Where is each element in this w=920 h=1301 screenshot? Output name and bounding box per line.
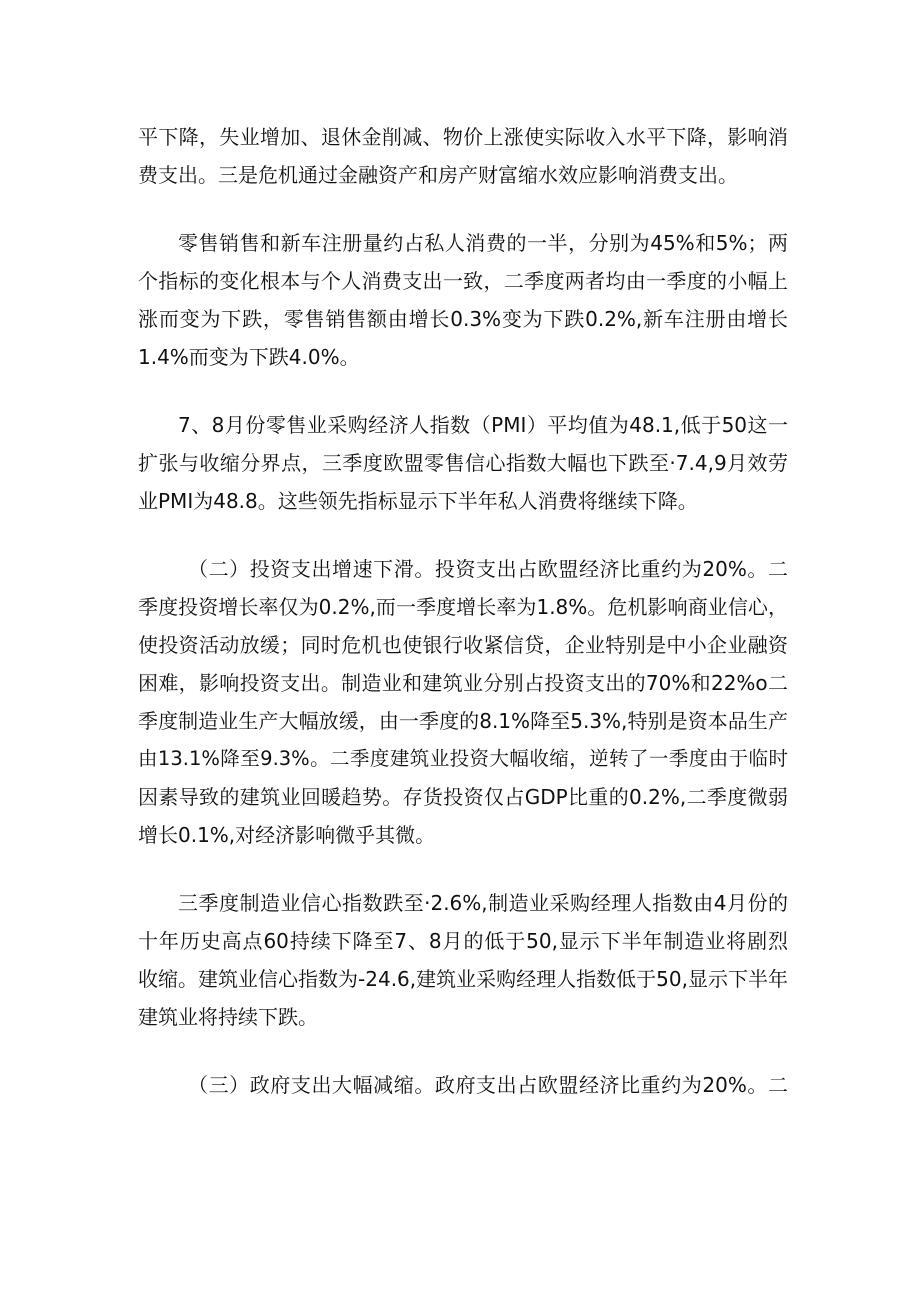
paragraph-retail-sales bbox=[138, 224, 788, 376]
text-line: 使投资活动放缓；同时危机也使银行收紧信贷，企业特别是中小企业融资 bbox=[138, 633, 788, 657]
section-heading-line: （三）政府支出大幅减缩。政府支出占欧盟经济比重约为20%。二 bbox=[188, 1073, 788, 1097]
text-line: 涨而变为下跌，零售销售额由增长0.3%变为下跌0.2%,新车注册由增长 bbox=[138, 307, 788, 331]
text-line: 十年历史高点60持续下降至7、8月的低于50,显示下半年制造业将剧烈 bbox=[138, 929, 788, 953]
section-heading-line: （二）投资支出增速下滑。投资支出占欧盟经济比重约为20%。二 bbox=[188, 557, 788, 581]
text-line: 季度投资增长率仅为0.2%,而一季度增长率为1.8%。危机影响商业信心， bbox=[138, 595, 788, 619]
text-line: 个指标的变化根本与个人消费支出一致，二季度两者均由一季度的小幅上 bbox=[138, 269, 788, 293]
text-line: 建筑业将持续下跌。 bbox=[138, 1005, 318, 1029]
paragraph-consumption-causes bbox=[138, 118, 788, 194]
text-line: 因素导致的建筑业回暖趋势。存货投资仅占GDP比重的0.2%,二季度微弱 bbox=[138, 785, 788, 809]
text-line: 由13.1%降至9.3%。二季度建筑业投资大幅收缩，逆转了一季度由于临时 bbox=[138, 747, 788, 770]
text-line: 费支出。三是危机通过金融资产和房产财富缩水效应影响消费支出。 bbox=[138, 163, 738, 187]
text-line: 业PMI为48.8。这些领先指标显示下半年私人消费将继续下降。 bbox=[138, 489, 698, 513]
text-line: 三季度制造业信心指数跌至·2.6%,制造业采购经理人指数由4月份的 bbox=[178, 891, 788, 915]
paragraph-manufacturing-confidence bbox=[138, 884, 788, 1036]
text-line: 收缩。建筑业信心指数为-24.6,建筑业采购经理人指数低于50,显示下半年 bbox=[138, 967, 788, 991]
document-body bbox=[138, 118, 788, 1104]
paragraph-investment-spending bbox=[138, 550, 788, 854]
paragraph-retail-pmi bbox=[138, 406, 788, 520]
text-line: 扩张与收缩分界点，三季度欧盟零售信心指数大幅也下跌至·7.4,9月效劳 bbox=[138, 451, 788, 475]
text-line: 平下降，失业增加、退休金削减、物价上涨使实际收入水平下降，影响消 bbox=[138, 125, 788, 149]
text-line: 增长0.1%,对经济影响微乎其微。 bbox=[138, 823, 436, 847]
text-line: 零售销售和新车注册量约占私人消费的一半，分别为45%和5%；两 bbox=[178, 231, 788, 255]
paragraph-government-spending bbox=[138, 1066, 788, 1104]
text-line: 季度制造业生产大幅放缓，由一季度的8.1%降至5.3%,特别是资本品生产 bbox=[138, 709, 788, 733]
text-line: 1.4%而变为下跌4.0%。 bbox=[138, 345, 360, 369]
text-line: 困难，影响投资支出。制造业和建筑业分别占投资支出的70%和22%o二 bbox=[138, 671, 788, 695]
text-line: 7、8月份零售业采购经济人指数（PMI）平均值为48.1,低于50这一 bbox=[178, 413, 788, 437]
